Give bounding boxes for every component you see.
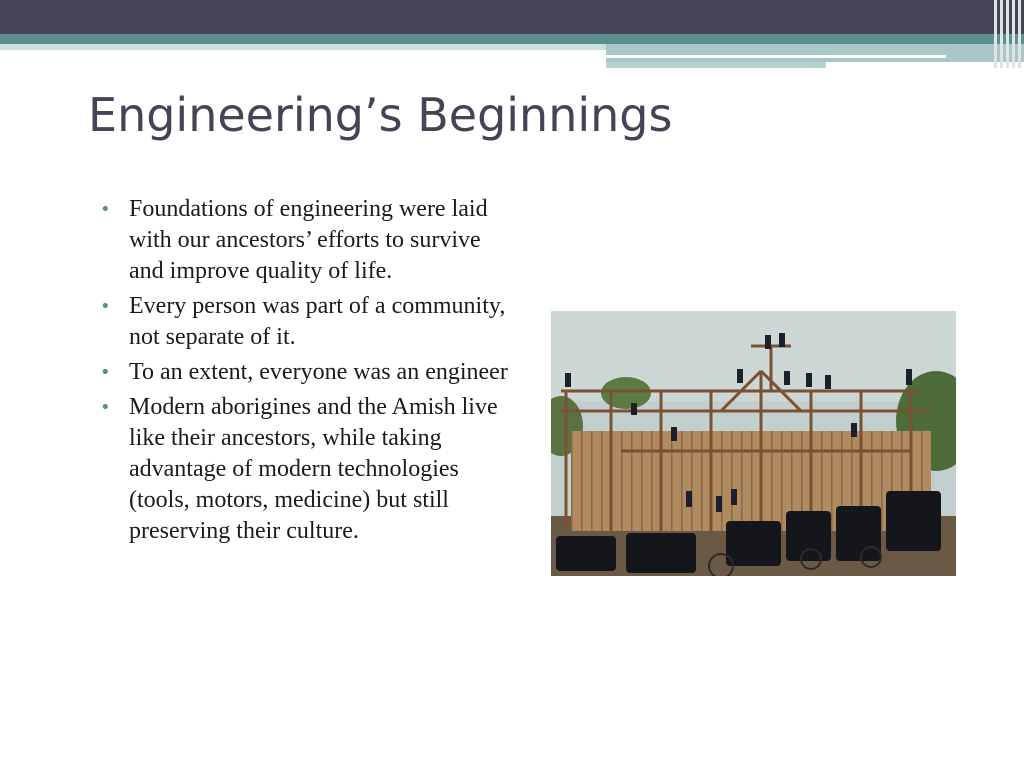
- bullet-text: Modern aborigines and the Amish live like their ancestors, while taking advantage of modern technologies (tools, motors, medicine) but still preserving their culture.: [129, 394, 498, 544]
- bullet-text: To an extent, everyone was an engineer: [129, 359, 508, 385]
- header-right-bar: [606, 62, 826, 68]
- header-right-line: [606, 55, 946, 58]
- header-right-accent: [606, 34, 1024, 44]
- barn-raising-photo: [551, 311, 956, 576]
- bullet-item: [100, 392, 520, 547]
- bullet-item: [100, 357, 520, 388]
- barn-raising-illustration: [551, 311, 956, 576]
- header-stripes: [992, 0, 1024, 68]
- bullet-marker: •: [100, 296, 111, 317]
- slide-title: Engineering’s Beginnings: [88, 88, 673, 142]
- bullet-text: Foundations of engineering were laid with our ancestors’ efforts to survive and improve quality of life.: [129, 196, 488, 284]
- bullet-item: [100, 291, 520, 353]
- header-banner: [0, 0, 1024, 34]
- bullet-marker: •: [100, 362, 111, 383]
- bullet-marker: •: [100, 397, 111, 418]
- bullet-item: [100, 194, 520, 287]
- bullet-text: Every person was part of a community, not separate of it.: [129, 293, 506, 350]
- header-light-band: [0, 44, 606, 50]
- bullet-list: [100, 194, 520, 551]
- bullet-marker: •: [100, 199, 111, 220]
